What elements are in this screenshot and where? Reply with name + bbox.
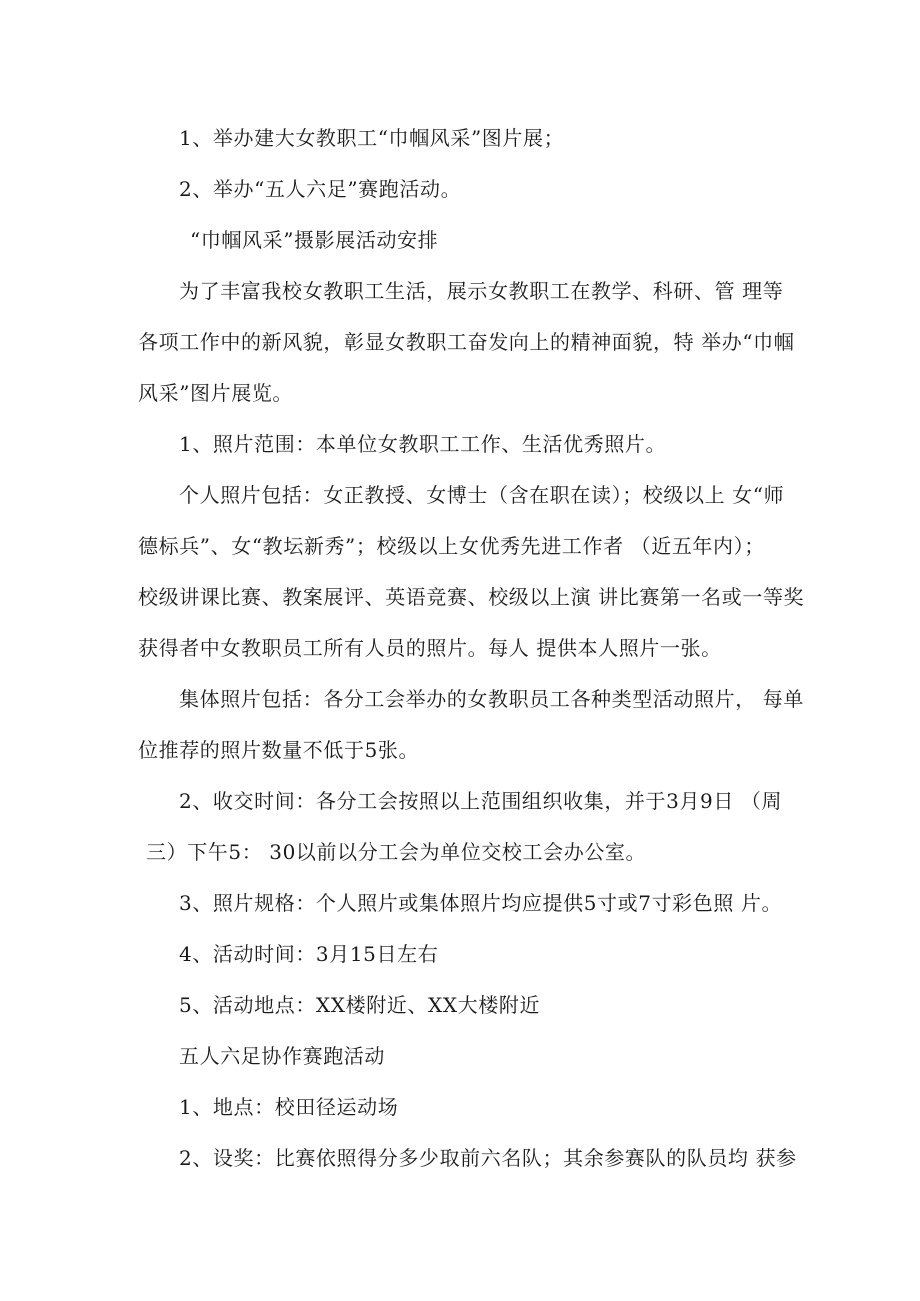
item-race-awards: 2、设奖：比赛依照得分多少取前六名队；其余参赛队的队员均 获参 bbox=[179, 1146, 797, 1170]
section-heading-race: 五人六足协作赛跑活动 bbox=[179, 1044, 385, 1068]
paragraph-intro-line-1: 为了丰富我校女教职工生活，展示女教职工在教学、科研、管 理等 bbox=[179, 279, 784, 303]
paragraph-personal-photos-line-1: 个人照片包括：女正教授、女博士（含在职在读）；校级以上 女“师 bbox=[179, 483, 785, 507]
item-submission-time-line-2: 三）下午5： 30以前以分工会为单位交校工会办公室。 bbox=[146, 840, 647, 864]
item-submission-time-line-1: 2、收交时间：各分工会按照以上范围组织收集，并于3月9日 （周 bbox=[179, 789, 783, 813]
paragraph-personal-photos-line-3: 校级讲课比赛、教案展评、英语竞赛、校级以上演 讲比赛第一名或一等奖 bbox=[138, 585, 805, 609]
paragraph-group-photos-line-2: 位推荐的照片数量不低于5张。 bbox=[138, 738, 420, 762]
paragraph-intro-line-3: 风采”图片展览。 bbox=[138, 381, 294, 405]
item-activity-time: 4、活动时间：3月15日左右 bbox=[179, 942, 439, 966]
paragraph-personal-photos-line-2: 德标兵”、女“教坛新秀”；校级以上女优秀先进工作者 （近五年内）； bbox=[138, 534, 765, 558]
paragraph-personal-photos-line-4: 获得者中女教职员工所有人员的照片。每人 提供本人照片一张。 bbox=[138, 636, 722, 660]
section-heading-photo-exhibition: “巾帼风采”摄影展活动安排 bbox=[190, 228, 439, 252]
list-item-race-activity: 2、举办“五人六足”赛跑活动。 bbox=[179, 177, 462, 201]
paragraph-intro-line-2: 各项工作中的新风貌，彰显女教职工奋发向上的精神面貌，特 举办“巾帼 bbox=[138, 330, 795, 354]
item-photo-spec: 3、照片规格：个人照片或集体照片均应提供5寸或7寸彩色照 片。 bbox=[179, 891, 783, 915]
item-photo-scope: 1、照片范围：本单位女教职工工作、生活优秀照片。 bbox=[179, 432, 667, 456]
item-race-location: 1、地点：校田径运动场 bbox=[179, 1095, 399, 1119]
list-item-photo-exhibition: 1、举办建大女教职工“巾帼风采”图片展； bbox=[179, 126, 565, 150]
paragraph-group-photos-line-1: 集体照片包括：各分工会举办的女教职员工各种类型活动照片， 每单 bbox=[179, 687, 804, 711]
item-activity-location: 5、活动地点：XX楼附近、XX大楼附近 bbox=[179, 993, 541, 1017]
